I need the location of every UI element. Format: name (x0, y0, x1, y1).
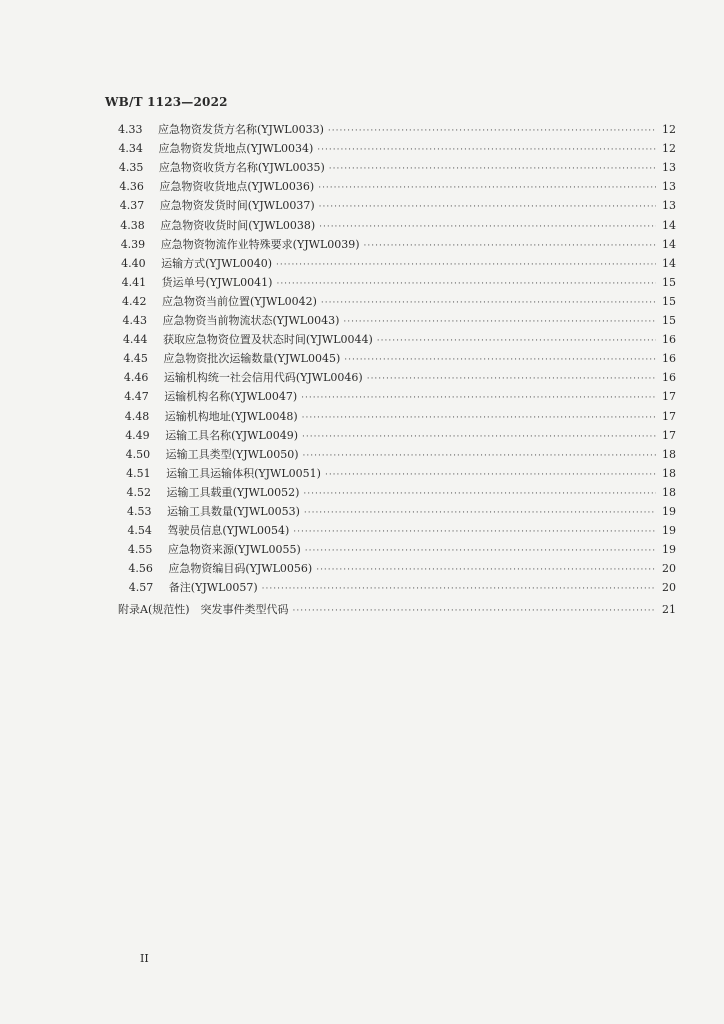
toc-leader-dots (293, 524, 656, 540)
toc-entry[interactable] (127, 485, 676, 501)
toc-entry-page: 15 (662, 314, 676, 327)
toc-entry-title: 附录A(规范性) 突发事件类型代码 (118, 602, 289, 616)
toc-entry-number: 4.40 (121, 256, 146, 270)
toc-entry-number: 4.46 (123, 371, 149, 385)
toc-entry-title: 驾驶员信息(YJWL0054) (167, 524, 290, 538)
toc-entry-page: 20 (661, 581, 676, 595)
toc-entry[interactable] (125, 428, 676, 444)
toc-entry-page: 18 (661, 447, 676, 461)
toc-entry-title: 获取应急物资位置及状态时间(YJWL0044) (162, 333, 373, 347)
toc-entry-title: 应急物资批次运输数量(YJWL0045) (163, 352, 341, 366)
toc-entry-title: 应急物资发货地点(YJWL0034) (158, 142, 314, 156)
toc-entry[interactable] (121, 256, 676, 272)
toc-entry-title: 备注(YJWL0057) (168, 581, 258, 595)
toc-leader-dots (305, 543, 656, 559)
toc-entry-number: 4.35 (118, 161, 144, 175)
toc-entry-title: 应急物资来源(YJWL0055) (167, 543, 301, 557)
toc-entry-title: 应急物资发货方名称(YJWL0033) (158, 123, 324, 136)
toc-entry-number: 4.54 (127, 524, 152, 538)
toc-entry-title: 运输工具名称(YJWL0049) (165, 428, 299, 442)
toc-entry-number: 4.47 (124, 390, 149, 404)
toc-entry-number: 4.51 (126, 466, 151, 480)
toc-entry-page: 17 (661, 390, 676, 404)
toc-entry-page: 12 (662, 123, 676, 136)
toc-entry-page: 13 (661, 161, 676, 175)
toc-leader-dots (329, 161, 656, 177)
toc-entry-page: 12 (661, 142, 676, 156)
page-number-footer: II (140, 952, 149, 965)
toc-leader-dots (276, 276, 656, 292)
toc-entry-page: 18 (661, 485, 676, 499)
toc-entry-number: 4.55 (127, 543, 153, 557)
toc-entry-title: 应急物资收货地点(YJWL0036) (159, 180, 315, 194)
toc-entry-number: 4.33 (118, 123, 143, 136)
toc-entry[interactable] (122, 294, 676, 310)
toc-entry[interactable] (123, 351, 676, 367)
toc-leader-dots (377, 333, 656, 349)
toc-entry-title: 应急物资物流作业特殊要求(YJWL0039) (160, 237, 360, 251)
toc-entry-title: 应急物资收货时间(YJWL0038) (160, 218, 316, 232)
toc-entry-page: 14 (661, 256, 676, 270)
toc-leader-dots (316, 562, 656, 578)
toc-leader-dots (317, 142, 656, 158)
toc-entry[interactable] (124, 389, 676, 405)
toc-entry[interactable] (119, 160, 676, 176)
toc-entry[interactable] (125, 409, 676, 425)
toc-entry[interactable] (118, 602, 676, 618)
toc-entry-number: 4.49 (125, 428, 150, 442)
toc-entry[interactable] (122, 275, 676, 291)
toc-entry[interactable] (128, 542, 676, 558)
toc-entry-number: 4.57 (128, 581, 154, 595)
toc-entry[interactable] (123, 332, 676, 348)
toc-entry-title: 应急物资编目码(YJWL0056) (168, 562, 313, 576)
toc-leader-dots (262, 581, 656, 597)
toc-entry[interactable] (129, 580, 676, 596)
toc-leader-dots (343, 314, 656, 330)
toc-entry[interactable] (124, 370, 676, 386)
toc-entry[interactable] (120, 218, 676, 234)
toc-entry-page: 21 (662, 602, 676, 616)
toc-entry[interactable] (118, 141, 676, 157)
toc-entry-page: 17 (661, 428, 676, 442)
toc-entry-page: 20 (661, 562, 676, 576)
toc-entry-number: 4.38 (120, 218, 145, 232)
toc-entry-number: 4.48 (124, 409, 150, 423)
toc-entry-title: 运输工具数量(YJWL0053) (167, 505, 300, 518)
toc-entry[interactable] (127, 504, 676, 520)
toc-entry-title: 应急物资当前位置(YJWL0042) (162, 294, 317, 308)
toc-leader-dots (318, 180, 656, 196)
toc-entry-number: 4.39 (120, 237, 146, 251)
toc-entry[interactable] (121, 237, 676, 253)
toc-entry-title: 运输机构名称(YJWL0047) (164, 390, 298, 404)
toc-entry-number: 4.34 (118, 142, 143, 156)
toc-leader-dots (302, 410, 656, 426)
toc-entry-page: 15 (661, 275, 676, 289)
toc-leader-dots (303, 448, 656, 464)
toc-entry-number: 4.52 (126, 485, 152, 499)
toc-entry-page: 18 (661, 466, 676, 480)
toc-entry-page: 19 (662, 505, 676, 518)
toc-entry-page: 19 (661, 524, 676, 538)
toc-leader-dots (302, 429, 656, 445)
toc-entry-number: 4.44 (122, 333, 148, 347)
toc-entry[interactable] (126, 447, 676, 463)
toc-leader-dots (301, 390, 656, 406)
toc-entry-number: 4.41 (121, 275, 147, 289)
toc-entry-number: 4.43 (122, 314, 147, 327)
toc-leader-dots (364, 238, 656, 254)
toc-entry-page: 16 (661, 352, 676, 366)
toc-entry-page: 14 (661, 237, 676, 251)
toc-leader-dots (325, 467, 656, 483)
toc-leader-dots (321, 295, 656, 311)
toc-entry-title: 运输工具运输体积(YJWL0051) (166, 466, 321, 480)
toc-entry-page: 19 (661, 543, 676, 557)
toc-entry[interactable] (120, 198, 676, 214)
toc-entry[interactable] (123, 313, 677, 329)
standard-code-header: WB/T 1123—2022 (105, 95, 228, 109)
toc-entry-page: 14 (662, 218, 676, 232)
toc-entry-title: 运输机构地址(YJWL0048) (164, 409, 298, 423)
toc-leader-dots (344, 352, 656, 368)
toc-entry[interactable] (126, 466, 676, 482)
toc-entry[interactable] (118, 122, 676, 138)
toc-entry[interactable] (127, 523, 676, 539)
toc-leader-dots (293, 603, 656, 619)
toc-entry-number: 4.42 (122, 294, 147, 308)
toc-entry-page: 13 (661, 180, 676, 194)
toc-entry-page: 13 (661, 199, 676, 213)
toc-entry-number: 4.36 (119, 180, 144, 194)
toc-leader-dots (367, 371, 656, 387)
toc-entry-number: 4.56 (128, 562, 153, 576)
toc-entry-page: 15 (661, 294, 676, 308)
toc-entry-number: 4.50 (125, 447, 151, 461)
toc-entry-title: 应急物资发货时间(YJWL0037) (159, 199, 315, 213)
toc-entry-number: 4.53 (127, 505, 152, 518)
toc-leader-dots (319, 219, 656, 235)
toc-leader-dots (328, 123, 656, 139)
toc-leader-dots (304, 505, 656, 521)
toc-entry-title: 运输工具类型(YJWL0050) (165, 447, 299, 461)
toc-entry-page: 16 (661, 371, 676, 385)
toc-leader-dots (303, 486, 656, 502)
toc-entry[interactable] (128, 561, 676, 577)
toc-entry[interactable] (119, 179, 676, 195)
toc-leader-dots (276, 257, 656, 273)
toc-entry-page: 17 (662, 409, 676, 423)
toc-entry-title: 应急物资收货方名称(YJWL0035) (158, 161, 325, 175)
toc-entry-number: 4.45 (123, 352, 148, 366)
toc-entry-title: 运输工具载重(YJWL0052) (166, 485, 300, 499)
toc-leader-dots (319, 199, 656, 215)
toc-entry-title: 运输机构统一社会信用代码(YJWL0046) (163, 371, 363, 385)
toc-entry-page: 16 (661, 333, 676, 347)
toc-entry-title: 应急物资当前物流状态(YJWL0043) (162, 314, 340, 327)
toc-entry-title: 运输方式(YJWL0040) (161, 256, 272, 270)
toc-entry-title: 货运单号(YJWL0041) (161, 275, 273, 289)
toc-entry-number: 4.37 (119, 199, 145, 213)
